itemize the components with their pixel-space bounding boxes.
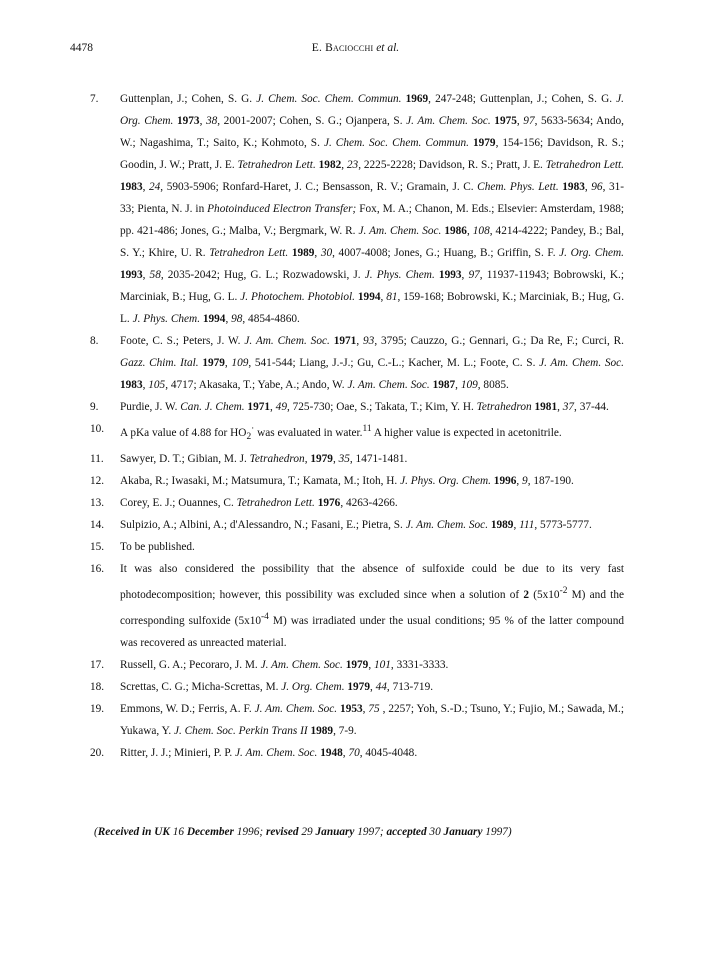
reference-text: Corey, E. J.; Ouannes, C. Tetrahedron Lett. 1976, 4263-4266. <box>120 497 398 510</box>
running-title-etal: et al. <box>376 42 400 54</box>
reference-number: 15. <box>90 541 105 554</box>
reference-item <box>90 514 624 536</box>
reference-text: Sawyer, D. T.; Gibian, M. J. Tetrahedron, 1979, 35, 1471-1481. <box>120 453 408 466</box>
received-dates: (Received in UK 16 December 1996; revised 29 January 1997; accepted 30 January 1997) <box>94 826 512 838</box>
reference-number: 18. <box>90 680 105 693</box>
reference-number: 19. <box>90 702 105 715</box>
reference-item <box>90 742 624 764</box>
reference-number: 14. <box>90 519 105 532</box>
reference-text: Emmons, W. D.; Ferris, A. F. J. Am. Chem. Soc. 1953, 75 , 2257; Yoh, S.-D.; Tsuno, Y.; Fujio, M.; Sawada, M.; Yukawa, Y. J. Chem. Soc. Perkin Trans II 1989, 7-9. <box>120 702 625 737</box>
running-title-author: E. Baciocchi <box>311 42 374 54</box>
reference-text: Guttenplan, J.; Cohen, S. G. J. Chem. Soc. Chem. Commun. 1969, 247-248; Guttenplan, J.; Cohen, S. G. J. Org. Chem. 1973, 38, 2001-2007; Cohen, S. G.; Ojanpera, S. J. Am. Chem. Soc. 1975, 97, 5633-5634; Ando, W.; Nagashima, T.; Saito, K.; Kohmoto, S. J. Chem. Soc. Chem. Commun. 1979, 154-156; Davidson, R. S.; Goodin, J. W.; Pratt, J. E. Tetrahedron Lett. 1982, 23, 2225-2228; Davidson, R. S.; Pratt, J. E. Tetrahedron Lett. 1983, 24, 5903-5906; Ronfard-Haret, J. C.; Bensasson, R. V.; Gramain, J. C. Chem. Phys. Lett. 1983, 96, 31-33; Pienta, N. J. in Photoinduced Electron Transfer; Fox, M. A.; Chanon, M. Eds.; Elsevier: Amsterdam, 1988; pp. 421-486; Jones, G.; Malba, V.; Bergmark, W. R. J. Am. Chem. Soc. 1986, 108, 4214-4222; Pandey, B.; Bal, S. Y.; Khire, U. R. Tetrahedron Lett. 1989, 30, 4007-4008; Jones, G.; Huang, B.; Griffin, S. F. J. Org. Chem. 1993, 58, 2035-2042; Hug, G. L.; Rozwadowski, J. J. Phys. Chem. 1993, 97, 11937-11943; Bobrowski, K.; Marciniak, B.; Hug, G. L. J. Photochem. Photobiol. 1994, 81, 159-168; Bobrowski, K.; Marciniak, B.; Hug, G. L. J. Phys. Chem. 1994, 98, 4854-4860. <box>120 93 625 325</box>
reference-number: 12. <box>90 475 105 488</box>
reference-number: 13. <box>90 497 105 510</box>
reference-number: 16. <box>90 563 105 576</box>
reference-text: A pKa value of 4.88 for $HO_2^\cdot$ was evaluated in water.$^{11}$ A higher value is expected in acetonitrile. <box>120 424 562 443</box>
reference-number: 11. <box>90 453 104 466</box>
reference-item <box>90 330 624 396</box>
reference-number: 7. <box>90 93 99 105</box>
reference-item <box>90 558 624 654</box>
reference-item <box>90 676 624 698</box>
reference-number: 10. <box>90 423 105 435</box>
reference-text: Sulpizio, A.; Albini, A.; d'Alessandro, N.; Fasani, E.; Pietra, S. J. Am. Chem. Soc. 1989, 111, 5773-5777. <box>120 519 592 532</box>
reference-text: Ritter, J. J.; Minieri, P. P. J. Am. Chem. Soc. 1948, 70, 4045-4048. <box>120 746 418 759</box>
reference-text: Purdie, J. W. Can. J. Chem. 1971, 49, 725-730; Oae, S.; Takata, T.; Kim, Y. H. Tetrahedron 1981, 37, 37-44. <box>120 401 609 413</box>
reference-item <box>90 418 624 448</box>
page-number: 4478 <box>70 42 93 54</box>
reference-text: Foote, C. S.; Peters, J. W. J. Am. Chem. Soc. 1971, 93, 3795; Cauzzo, G.; Gennari, G.; Da Re, F.; Curci, R. Gazz. Chim. Ital. 1979, 109, 541-544; Liang, J.-J.; Gu, C.-L.; Kacher, M. L.; Foote, C. S. J. Am. Chem. Soc. 1983, 105, 4717; Akasaka, T.; Yabe, A.; Ando, W. J. Am. Chem. Soc. 1987, 109, 8085. <box>120 335 625 391</box>
reference-text: Russell, G. A.; Pecoraro, J. M. J. Am. Chem. Soc. 1979, 101, 3331-3333. <box>120 658 449 671</box>
reference-list <box>90 88 624 764</box>
reference-item <box>90 396 624 418</box>
reference-item <box>90 698 624 742</box>
reference-item <box>90 654 624 676</box>
reference-text: It was also considered the possibility that the absence of sulfoxide could be due to its very fast photodecomposition; however, this possibility was excluded since when a solution of 2 ($5x10^{-2}$ M) and the corresponding sulfoxide ($5x10^{-4}$ M) was irradiated under the usual conditions; 95 % of the latter compound was recovered as unreacted material. <box>120 563 624 649</box>
reference-text: To be published. <box>120 541 195 554</box>
reference-item <box>90 88 624 330</box>
reference-number: 20. <box>90 746 105 759</box>
running-title <box>70 42 641 54</box>
reference-number: 9. <box>90 401 99 413</box>
reference-item <box>90 536 624 558</box>
reference-number: 8. <box>90 335 99 347</box>
reference-item <box>90 448 624 470</box>
reference-text: Screttas, C. G.; Micha-Screttas, M. J. Org. Chem. 1979, 44, 713-719. <box>120 680 434 693</box>
reference-number: 17. <box>90 658 105 671</box>
reference-item <box>90 470 624 492</box>
reference-item <box>90 492 624 514</box>
reference-text: Akaba, R.; Iwasaki, M.; Matsumura, T.; Kamata, M.; Itoh, H. J. Phys. Org. Chem. 1996, 9, 187-190. <box>120 475 574 488</box>
